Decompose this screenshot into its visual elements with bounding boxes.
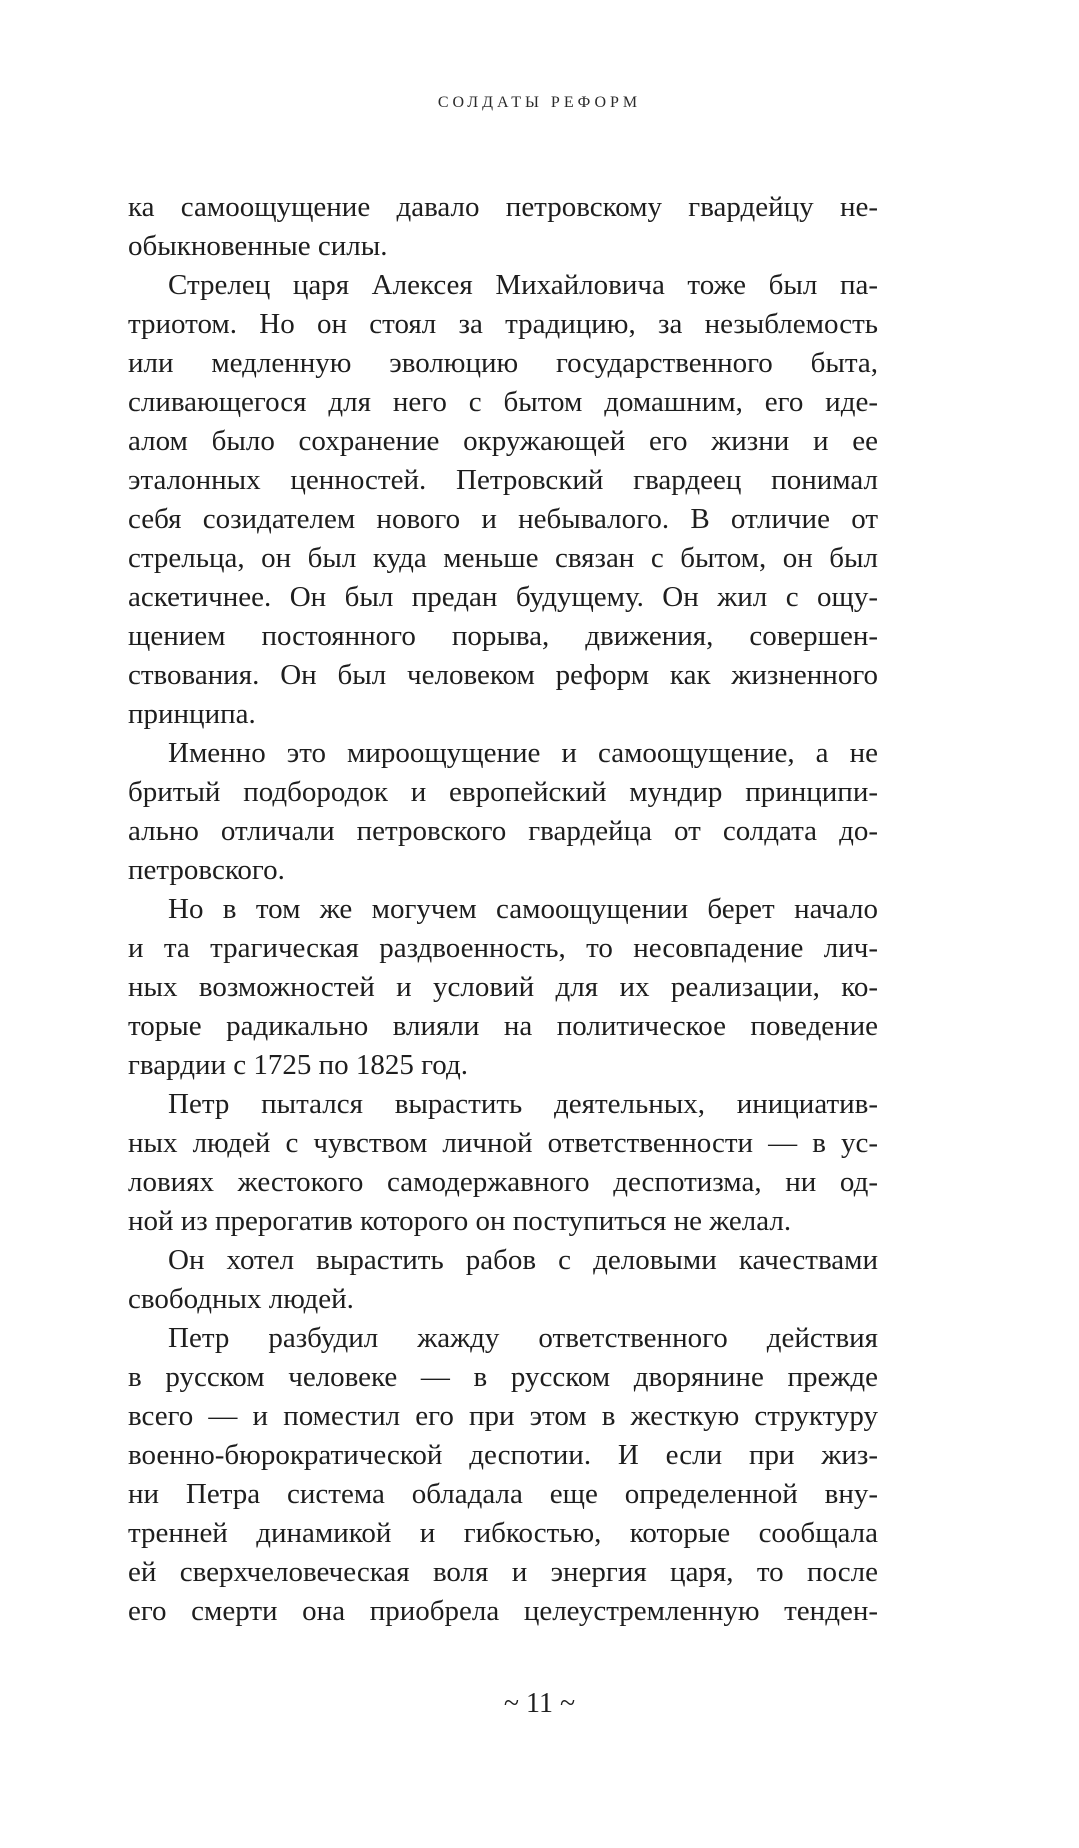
text-line: ловиях жестокого самодержавного деспотизма, ни од-: [128, 1166, 878, 1198]
text-line: всего — и поместил его при этом в жесткую структуру: [128, 1400, 878, 1432]
paragraph-7: [128, 1319, 878, 1631]
text-line: свободных людей.: [128, 1283, 354, 1315]
text-line: аскетичнее. Он был предан будущему. Он жил с ощу-: [128, 581, 878, 613]
text-line: или медленную эволюцию государственного быта,: [128, 347, 878, 379]
paragraph-1: [128, 188, 878, 266]
page-number: ~ 11 ~: [503, 1688, 576, 1719]
paragraph-2: [128, 266, 878, 734]
text-line: ни Петра система обладала еще определенной вну-: [128, 1478, 878, 1510]
text-line: торые радикально влияли на политическое поведение: [128, 1010, 878, 1042]
text-line: эталонных ценностей. Петровский гвардеец понимал: [128, 464, 878, 496]
text-line: Стрелец царя Алексея Михайловича тоже был па-: [168, 269, 878, 301]
text-line: ствования. Он был человеком реформ как жизненного: [128, 659, 878, 691]
text-line: ей сверхчеловеческая воля и энергия царя, то после: [128, 1556, 878, 1588]
running-header: СОЛДАТЫ РЕФОРМ: [437, 94, 642, 111]
text-line: тренней динамикой и гибкостью, которые сообщала: [128, 1517, 878, 1549]
paragraph-5: [128, 1085, 878, 1241]
text-line: обыкновенные силы.: [128, 230, 388, 262]
text-line: стрельца, он был куда меньше связан с бытом, он был: [128, 542, 878, 574]
text-line: петровского.: [128, 854, 285, 886]
text-line: щением постоянного порыва, движения, совершен-: [128, 620, 878, 652]
paragraph-4: [128, 890, 878, 1085]
text-line: военно-бюрократической деспотии. И если при жиз-: [128, 1439, 878, 1471]
text-line: гвардии с 1725 по 1825 год.: [128, 1049, 468, 1081]
text-line: себя созидателем нового и небывалого. В отличие от: [128, 503, 878, 535]
text-line: и та трагическая раздвоенность, то несовпадение лич-: [128, 932, 878, 964]
text-column: [128, 188, 878, 1631]
text-line: алом было сохранение окружающей его жизни и ее: [128, 425, 878, 457]
text-line: его смерти она приобрела целеустремленную тенден-: [128, 1595, 878, 1627]
paragraph-6: [128, 1241, 878, 1319]
paragraph-3: [128, 734, 878, 890]
text-line: ных возможностей и условий для их реализации, ко-: [128, 971, 878, 1003]
text-line: бритый подбородок и европейский мундир принципи-: [128, 776, 878, 808]
text-line: ально отличали петровского гвардейца от солдата до-: [128, 815, 878, 847]
text-line: в русском человеке — в русском дворянине прежде: [128, 1361, 878, 1393]
text-line: Но в том же могучем самоощущении берет начало: [168, 893, 878, 925]
text-line: Именно это мироощущение и самоощущение, а не: [168, 737, 878, 769]
text-line: Петр пытался вырастить деятельных, инициатив-: [168, 1088, 878, 1120]
text-line: триотом. Но он стоял за традицию, за незыблемость: [128, 308, 878, 340]
text-line: ных людей с чувством личной ответственности — в ус-: [128, 1127, 878, 1159]
text-line: ка самоощущение давало петровскому гвардейцу не-: [128, 191, 878, 223]
text-line: ной из прерогатив которого он поступиться не желал.: [128, 1205, 792, 1237]
text-line: Петр разбудил жажду ответственного действия: [168, 1322, 878, 1354]
text-line: сливающегося для него с бытом домашним, его иде-: [128, 386, 878, 418]
text-line: принципа.: [128, 698, 256, 730]
text-line: Он хотел вырастить рабов с деловыми качествами: [168, 1244, 878, 1276]
